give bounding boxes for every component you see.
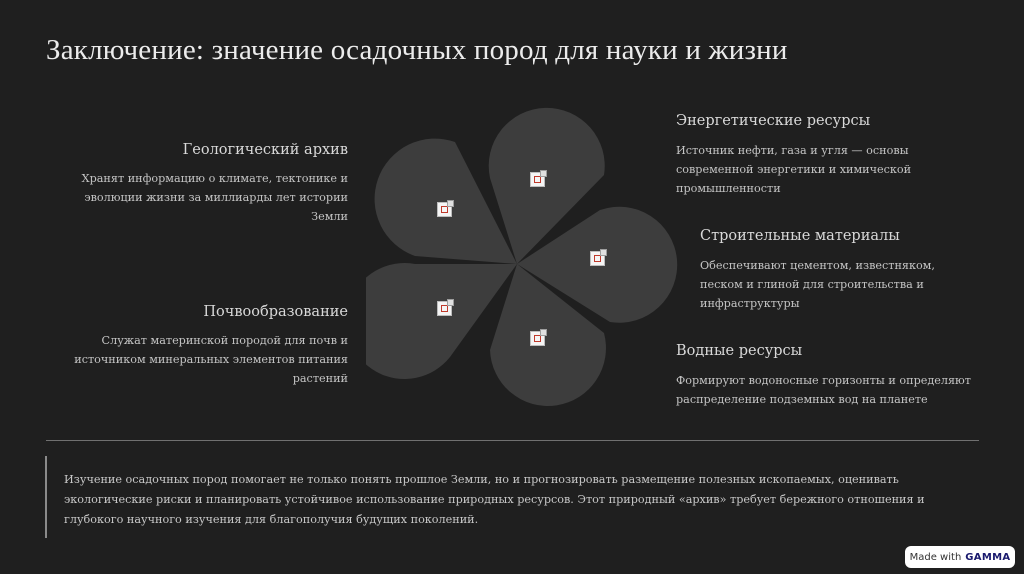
broken-image-icon: [437, 202, 452, 217]
item-energy-resources: [676, 113, 976, 198]
item-text: Источник нефти, газа и угля — основы современной энергетики и химической промышленности: [676, 144, 912, 195]
flower-diagram: [366, 100, 678, 420]
item-water-resources: [676, 343, 976, 409]
summary-callout: [45, 456, 977, 538]
broken-image-icon: [530, 331, 545, 346]
item-heading: Водные ресурсы: [676, 343, 803, 359]
badge-made-label: Made with: [909, 551, 962, 563]
item-heading: Почвообразование: [203, 304, 348, 320]
item-text: Хранят информацию о климате, тектонике и эволюции жизни за миллиарды лет истории Земли: [81, 172, 348, 223]
gamma-logo: GAMMA: [965, 551, 1011, 563]
broken-image-icon: [437, 301, 452, 316]
divider: [46, 440, 979, 441]
item-heading: Энергетические ресурсы: [676, 113, 871, 129]
page-title: Заключение: значение осадочных пород для науки и жизни: [46, 34, 788, 66]
made-with-gamma-badge[interactable]: [905, 546, 1015, 568]
item-text: Формируют водоносные горизонты и определяют распределение подземных вод на планете: [676, 374, 971, 406]
item-heading: Геологический архив: [182, 142, 348, 158]
item-building-materials: [700, 228, 980, 313]
broken-image-icon: [590, 251, 605, 266]
item-heading: Строительные материалы: [700, 228, 900, 244]
item-soil-formation: [50, 304, 348, 388]
item-geological-archive: [50, 142, 348, 226]
summary-text: Изучение осадочных пород помогает не только понять прошлое Земли, но и прогнозировать размещение полезных ископаемых, оценивать экологические риски и планировать устойчивое использование природных ресурсов. Этот природный «архив» требует бережного отношения и глубокого научного изучения для благополучия будущих поколений.: [64, 473, 925, 526]
item-text: Обеспечивают цементом, известняком, песком и глиной для строительства и инфраструктуры: [700, 259, 935, 310]
item-text: Служат материнской породой для почв и источником минеральных элементов питания растений: [74, 334, 348, 385]
broken-image-icon: [530, 172, 545, 187]
